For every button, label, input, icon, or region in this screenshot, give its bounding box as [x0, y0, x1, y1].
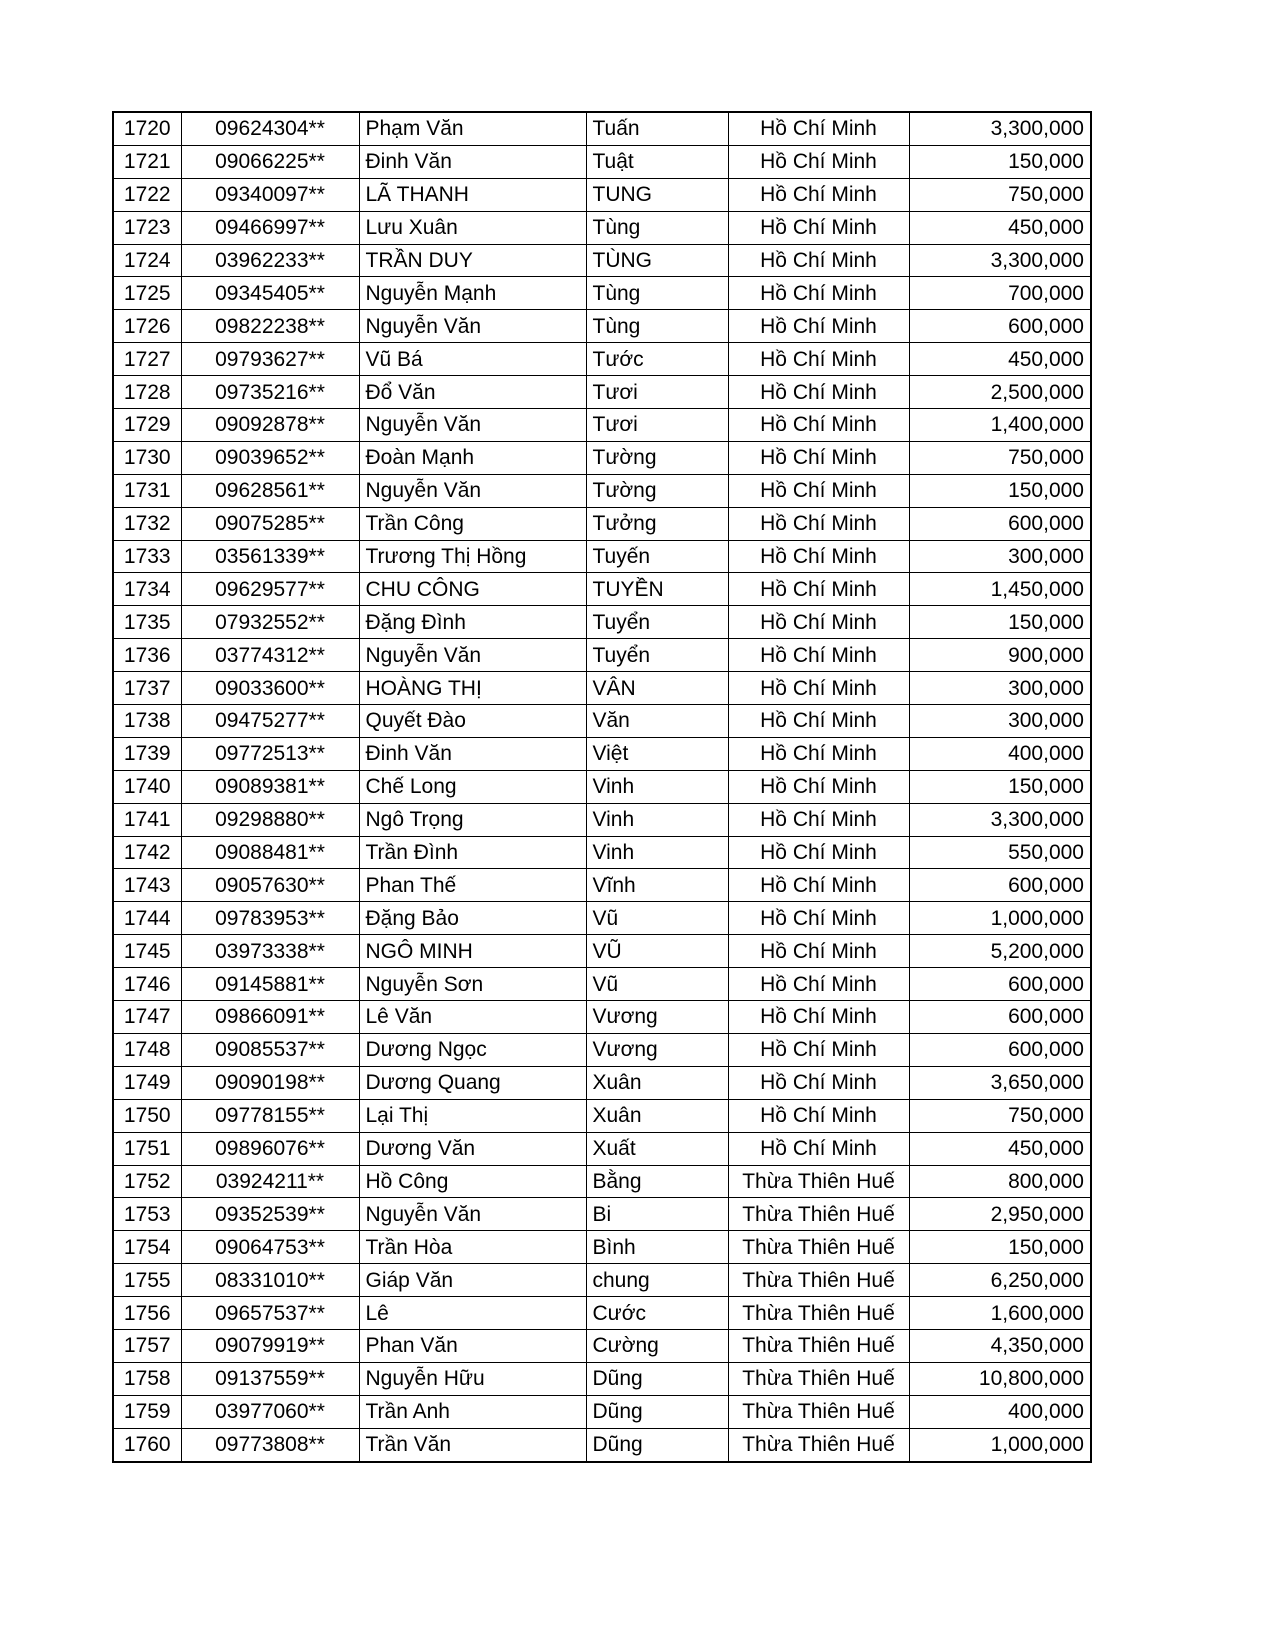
- recipient-table: [112, 111, 1092, 1463]
- table-row: [113, 409, 1091, 442]
- amount-cell: 150,000: [909, 770, 1091, 803]
- first-name-cell: Vương: [586, 1033, 728, 1066]
- amount-cell: 800,000: [909, 1165, 1091, 1198]
- first-name-cell: Bình: [586, 1231, 728, 1264]
- table-row: [113, 178, 1091, 211]
- city-cell: Thừa Thiên Huế: [728, 1329, 909, 1362]
- phone-number-cell: 09475277**: [181, 705, 359, 738]
- last-middle-name-cell: Vũ Bá: [359, 343, 586, 376]
- city-cell: Hồ Chí Minh: [728, 672, 909, 705]
- last-middle-name-cell: Trần Công: [359, 507, 586, 540]
- table-body: [113, 112, 1091, 1462]
- first-name-cell: Dũng: [586, 1362, 728, 1395]
- table-row: [113, 1033, 1091, 1066]
- city-cell: Hồ Chí Minh: [728, 343, 909, 376]
- table-row: [113, 935, 1091, 968]
- last-middle-name-cell: Đoàn Mạnh: [359, 441, 586, 474]
- row-index-cell: 1735: [113, 606, 181, 639]
- table-row: [113, 1165, 1091, 1198]
- last-middle-name-cell: Lê Văn: [359, 1001, 586, 1034]
- last-middle-name-cell: Phạm Văn: [359, 112, 586, 145]
- city-cell: Hồ Chí Minh: [728, 112, 909, 145]
- row-index-cell: 1723: [113, 211, 181, 244]
- first-name-cell: Cước: [586, 1297, 728, 1330]
- first-name-cell: Tuật: [586, 145, 728, 178]
- first-name-cell: Tuyển: [586, 606, 728, 639]
- city-cell: Hồ Chí Minh: [728, 211, 909, 244]
- phone-number-cell: 09092878**: [181, 409, 359, 442]
- amount-cell: 4,350,000: [909, 1329, 1091, 1362]
- city-cell: Thừa Thiên Huế: [728, 1395, 909, 1428]
- first-name-cell: Văn: [586, 705, 728, 738]
- phone-number-cell: 09793627**: [181, 343, 359, 376]
- first-name-cell: Vinh: [586, 770, 728, 803]
- city-cell: Hồ Chí Minh: [728, 178, 909, 211]
- phone-number-cell: 03962233**: [181, 244, 359, 277]
- first-name-cell: Vinh: [586, 836, 728, 869]
- last-middle-name-cell: Lại Thị: [359, 1099, 586, 1132]
- last-middle-name-cell: Phan Văn: [359, 1329, 586, 1362]
- amount-cell: 10,800,000: [909, 1362, 1091, 1395]
- row-index-cell: 1742: [113, 836, 181, 869]
- first-name-cell: Xuất: [586, 1132, 728, 1165]
- table-row: [113, 672, 1091, 705]
- last-middle-name-cell: Dương Ngọc: [359, 1033, 586, 1066]
- amount-cell: 150,000: [909, 474, 1091, 507]
- first-name-cell: Vương: [586, 1001, 728, 1034]
- row-index-cell: 1733: [113, 540, 181, 573]
- amount-cell: 150,000: [909, 145, 1091, 178]
- phone-number-cell: 09064753**: [181, 1231, 359, 1264]
- amount-cell: 1,000,000: [909, 902, 1091, 935]
- amount-cell: 400,000: [909, 737, 1091, 770]
- amount-cell: 5,200,000: [909, 935, 1091, 968]
- first-name-cell: Vũ: [586, 968, 728, 1001]
- first-name-cell: VŨ: [586, 935, 728, 968]
- table-row: [113, 1001, 1091, 1034]
- amount-cell: 550,000: [909, 836, 1091, 869]
- city-cell: Hồ Chí Minh: [728, 705, 909, 738]
- city-cell: Hồ Chí Minh: [728, 869, 909, 902]
- last-middle-name-cell: Lưu Xuân: [359, 211, 586, 244]
- phone-number-cell: 08331010**: [181, 1264, 359, 1297]
- phone-number-cell: 03973338**: [181, 935, 359, 968]
- row-index-cell: 1760: [113, 1428, 181, 1461]
- city-cell: Hồ Chí Minh: [728, 968, 909, 1001]
- city-cell: Hồ Chí Minh: [728, 1132, 909, 1165]
- last-middle-name-cell: LÃ THANH: [359, 178, 586, 211]
- city-cell: Hồ Chí Minh: [728, 277, 909, 310]
- table-row: [113, 1132, 1091, 1165]
- row-index-cell: 1747: [113, 1001, 181, 1034]
- table-row: [113, 376, 1091, 409]
- phone-number-cell: 09772513**: [181, 737, 359, 770]
- row-index-cell: 1730: [113, 441, 181, 474]
- row-index-cell: 1722: [113, 178, 181, 211]
- city-cell: Hồ Chí Minh: [728, 770, 909, 803]
- phone-number-cell: 09340097**: [181, 178, 359, 211]
- amount-cell: 1,000,000: [909, 1428, 1091, 1461]
- table-row: [113, 474, 1091, 507]
- first-name-cell: Tuấn: [586, 112, 728, 145]
- city-cell: Thừa Thiên Huế: [728, 1264, 909, 1297]
- phone-number-cell: 09345405**: [181, 277, 359, 310]
- last-middle-name-cell: Nguyễn Văn: [359, 310, 586, 343]
- row-index-cell: 1755: [113, 1264, 181, 1297]
- first-name-cell: TUNG: [586, 178, 728, 211]
- last-middle-name-cell: Nguyễn Văn: [359, 409, 586, 442]
- table-row: [113, 1198, 1091, 1231]
- amount-cell: 750,000: [909, 178, 1091, 211]
- first-name-cell: Xuân: [586, 1066, 728, 1099]
- city-cell: Thừa Thiên Huế: [728, 1428, 909, 1461]
- row-index-cell: 1725: [113, 277, 181, 310]
- city-cell: Hồ Chí Minh: [728, 639, 909, 672]
- amount-cell: 2,500,000: [909, 376, 1091, 409]
- row-index-cell: 1743: [113, 869, 181, 902]
- first-name-cell: Dũng: [586, 1428, 728, 1461]
- row-index-cell: 1756: [113, 1297, 181, 1330]
- table-row: [113, 310, 1091, 343]
- city-cell: Hồ Chí Minh: [728, 1066, 909, 1099]
- amount-cell: 3,300,000: [909, 112, 1091, 145]
- table-row: [113, 507, 1091, 540]
- city-cell: Hồ Chí Minh: [728, 1099, 909, 1132]
- amount-cell: 2,950,000: [909, 1198, 1091, 1231]
- row-index-cell: 1737: [113, 672, 181, 705]
- table-row: [113, 1428, 1091, 1461]
- amount-cell: 3,650,000: [909, 1066, 1091, 1099]
- phone-number-cell: 09896076**: [181, 1132, 359, 1165]
- last-middle-name-cell: Dương Văn: [359, 1132, 586, 1165]
- table-row: [113, 705, 1091, 738]
- table-row: [113, 1297, 1091, 1330]
- first-name-cell: TUYỀN: [586, 573, 728, 606]
- table-row: [113, 770, 1091, 803]
- phone-number-cell: 09090198**: [181, 1066, 359, 1099]
- phone-number-cell: 09629577**: [181, 573, 359, 606]
- table-row: [113, 441, 1091, 474]
- city-cell: Hồ Chí Minh: [728, 474, 909, 507]
- phone-number-cell: 09866091**: [181, 1001, 359, 1034]
- first-name-cell: Bằng: [586, 1165, 728, 1198]
- first-name-cell: Vũ: [586, 902, 728, 935]
- phone-number-cell: 09783953**: [181, 902, 359, 935]
- amount-cell: 150,000: [909, 1231, 1091, 1264]
- phone-number-cell: 07932552**: [181, 606, 359, 639]
- phone-number-cell: 09298880**: [181, 803, 359, 836]
- phone-number-cell: 09075285**: [181, 507, 359, 540]
- row-index-cell: 1748: [113, 1033, 181, 1066]
- first-name-cell: Tùng: [586, 211, 728, 244]
- phone-number-cell: 09039652**: [181, 441, 359, 474]
- last-middle-name-cell: Chế Long: [359, 770, 586, 803]
- last-middle-name-cell: Nguyễn Mạnh: [359, 277, 586, 310]
- amount-cell: 6,250,000: [909, 1264, 1091, 1297]
- last-middle-name-cell: Đặng Bảo: [359, 902, 586, 935]
- table-row: [113, 1066, 1091, 1099]
- phone-number-cell: 03561339**: [181, 540, 359, 573]
- city-cell: Hồ Chí Minh: [728, 507, 909, 540]
- row-index-cell: 1745: [113, 935, 181, 968]
- amount-cell: 300,000: [909, 705, 1091, 738]
- last-middle-name-cell: NGÔ MINH: [359, 935, 586, 968]
- row-index-cell: 1753: [113, 1198, 181, 1231]
- table-row: [113, 639, 1091, 672]
- amount-cell: 1,400,000: [909, 409, 1091, 442]
- last-middle-name-cell: Đinh Văn: [359, 737, 586, 770]
- city-cell: Thừa Thiên Huế: [728, 1165, 909, 1198]
- city-cell: Hồ Chí Minh: [728, 145, 909, 178]
- table-row: [113, 112, 1091, 145]
- row-index-cell: 1724: [113, 244, 181, 277]
- table-row: [113, 244, 1091, 277]
- row-index-cell: 1736: [113, 639, 181, 672]
- city-cell: Hồ Chí Minh: [728, 376, 909, 409]
- phone-number-cell: 09778155**: [181, 1099, 359, 1132]
- phone-number-cell: 09089381**: [181, 770, 359, 803]
- last-middle-name-cell: Trần Văn: [359, 1428, 586, 1461]
- last-middle-name-cell: Nguyễn Văn: [359, 1198, 586, 1231]
- city-cell: Hồ Chí Minh: [728, 902, 909, 935]
- city-cell: Hồ Chí Minh: [728, 606, 909, 639]
- first-name-cell: Việt: [586, 737, 728, 770]
- last-middle-name-cell: Đổ Văn: [359, 376, 586, 409]
- phone-number-cell: 09735216**: [181, 376, 359, 409]
- amount-cell: 300,000: [909, 672, 1091, 705]
- amount-cell: 150,000: [909, 606, 1091, 639]
- table-row: [113, 1395, 1091, 1428]
- phone-number-cell: 09657537**: [181, 1297, 359, 1330]
- last-middle-name-cell: HOÀNG THỊ: [359, 672, 586, 705]
- row-index-cell: 1752: [113, 1165, 181, 1198]
- first-name-cell: Tùng: [586, 310, 728, 343]
- table-row: [113, 1231, 1091, 1264]
- table-row: [113, 836, 1091, 869]
- amount-cell: 600,000: [909, 869, 1091, 902]
- amount-cell: 3,300,000: [909, 244, 1091, 277]
- row-index-cell: 1758: [113, 1362, 181, 1395]
- last-middle-name-cell: Lê: [359, 1297, 586, 1330]
- table-row: [113, 606, 1091, 639]
- amount-cell: 700,000: [909, 277, 1091, 310]
- phone-number-cell: 09085537**: [181, 1033, 359, 1066]
- first-name-cell: Tước: [586, 343, 728, 376]
- first-name-cell: chung: [586, 1264, 728, 1297]
- phone-number-cell: 09466997**: [181, 211, 359, 244]
- phone-number-cell: 09079919**: [181, 1329, 359, 1362]
- first-name-cell: Bi: [586, 1198, 728, 1231]
- first-name-cell: VÂN: [586, 672, 728, 705]
- amount-cell: 600,000: [909, 968, 1091, 1001]
- phone-number-cell: 09033600**: [181, 672, 359, 705]
- row-index-cell: 1738: [113, 705, 181, 738]
- table-row: [113, 1362, 1091, 1395]
- row-index-cell: 1750: [113, 1099, 181, 1132]
- row-index-cell: 1751: [113, 1132, 181, 1165]
- last-middle-name-cell: Nguyễn Văn: [359, 474, 586, 507]
- table-row: [113, 343, 1091, 376]
- phone-number-cell: 09088481**: [181, 836, 359, 869]
- phone-number-cell: 03774312**: [181, 639, 359, 672]
- row-index-cell: 1749: [113, 1066, 181, 1099]
- amount-cell: 600,000: [909, 310, 1091, 343]
- table-row: [113, 573, 1091, 606]
- city-cell: Hồ Chí Minh: [728, 1001, 909, 1034]
- row-index-cell: 1728: [113, 376, 181, 409]
- amount-cell: 1,450,000: [909, 573, 1091, 606]
- phone-number-cell: 03977060**: [181, 1395, 359, 1428]
- city-cell: Hồ Chí Minh: [728, 540, 909, 573]
- last-middle-name-cell: Trần Hòa: [359, 1231, 586, 1264]
- first-name-cell: Dũng: [586, 1395, 728, 1428]
- last-middle-name-cell: CHU CÔNG: [359, 573, 586, 606]
- first-name-cell: Tuyển: [586, 639, 728, 672]
- amount-cell: 450,000: [909, 343, 1091, 376]
- last-middle-name-cell: Ngô Trọng: [359, 803, 586, 836]
- city-cell: Hồ Chí Minh: [728, 737, 909, 770]
- amount-cell: 750,000: [909, 441, 1091, 474]
- row-index-cell: 1720: [113, 112, 181, 145]
- last-middle-name-cell: Hồ Công: [359, 1165, 586, 1198]
- first-name-cell: Vĩnh: [586, 869, 728, 902]
- last-middle-name-cell: Nguyễn Văn: [359, 639, 586, 672]
- last-middle-name-cell: Nguyễn Hữu: [359, 1362, 586, 1395]
- first-name-cell: Vinh: [586, 803, 728, 836]
- phone-number-cell: 09624304**: [181, 112, 359, 145]
- row-index-cell: 1757: [113, 1329, 181, 1362]
- row-index-cell: 1739: [113, 737, 181, 770]
- table-row: [113, 803, 1091, 836]
- first-name-cell: Tươi: [586, 409, 728, 442]
- row-index-cell: 1740: [113, 770, 181, 803]
- row-index-cell: 1726: [113, 310, 181, 343]
- last-middle-name-cell: Phan Thế: [359, 869, 586, 902]
- city-cell: Thừa Thiên Huế: [728, 1297, 909, 1330]
- last-middle-name-cell: Trần Đình: [359, 836, 586, 869]
- first-name-cell: TÙNG: [586, 244, 728, 277]
- row-index-cell: 1731: [113, 474, 181, 507]
- amount-cell: 600,000: [909, 507, 1091, 540]
- table-row: [113, 211, 1091, 244]
- amount-cell: 450,000: [909, 1132, 1091, 1165]
- row-index-cell: 1741: [113, 803, 181, 836]
- amount-cell: 900,000: [909, 639, 1091, 672]
- table-row: [113, 968, 1091, 1001]
- phone-number-cell: 09057630**: [181, 869, 359, 902]
- table-row: [113, 737, 1091, 770]
- table-row: [113, 145, 1091, 178]
- amount-cell: 450,000: [909, 211, 1091, 244]
- city-cell: Thừa Thiên Huế: [728, 1231, 909, 1264]
- last-middle-name-cell: Quyết Đào: [359, 705, 586, 738]
- table-row: [113, 902, 1091, 935]
- amount-cell: 1,600,000: [909, 1297, 1091, 1330]
- city-cell: Hồ Chí Minh: [728, 1033, 909, 1066]
- city-cell: Thừa Thiên Huế: [728, 1362, 909, 1395]
- city-cell: Hồ Chí Minh: [728, 573, 909, 606]
- row-index-cell: 1754: [113, 1231, 181, 1264]
- row-index-cell: 1732: [113, 507, 181, 540]
- phone-number-cell: 09137559**: [181, 1362, 359, 1395]
- last-middle-name-cell: Trần Anh: [359, 1395, 586, 1428]
- phone-number-cell: 09145881**: [181, 968, 359, 1001]
- city-cell: Hồ Chí Minh: [728, 803, 909, 836]
- phone-number-cell: 09066225**: [181, 145, 359, 178]
- first-name-cell: Tuyến: [586, 540, 728, 573]
- row-index-cell: 1759: [113, 1395, 181, 1428]
- last-middle-name-cell: TRẦN DUY: [359, 244, 586, 277]
- last-middle-name-cell: Đinh Văn: [359, 145, 586, 178]
- phone-number-cell: 09628561**: [181, 474, 359, 507]
- amount-cell: 300,000: [909, 540, 1091, 573]
- amount-cell: 600,000: [909, 1033, 1091, 1066]
- table-row: [113, 277, 1091, 310]
- city-cell: Hồ Chí Minh: [728, 935, 909, 968]
- city-cell: Hồ Chí Minh: [728, 244, 909, 277]
- phone-number-cell: 03924211**: [181, 1165, 359, 1198]
- phone-number-cell: 09822238**: [181, 310, 359, 343]
- row-index-cell: 1734: [113, 573, 181, 606]
- first-name-cell: Tùng: [586, 277, 728, 310]
- city-cell: Hồ Chí Minh: [728, 836, 909, 869]
- table-row: [113, 1329, 1091, 1362]
- last-middle-name-cell: Trương Thị Hồng: [359, 540, 586, 573]
- city-cell: Hồ Chí Minh: [728, 441, 909, 474]
- row-index-cell: 1746: [113, 968, 181, 1001]
- row-index-cell: 1721: [113, 145, 181, 178]
- city-cell: Thừa Thiên Huế: [728, 1198, 909, 1231]
- table-row: [113, 1264, 1091, 1297]
- last-middle-name-cell: Dương Quang: [359, 1066, 586, 1099]
- amount-cell: 400,000: [909, 1395, 1091, 1428]
- amount-cell: 750,000: [909, 1099, 1091, 1132]
- city-cell: Hồ Chí Minh: [728, 310, 909, 343]
- amount-cell: 3,300,000: [909, 803, 1091, 836]
- first-name-cell: Tường: [586, 474, 728, 507]
- table-row: [113, 869, 1091, 902]
- row-index-cell: 1727: [113, 343, 181, 376]
- last-middle-name-cell: Nguyễn Sơn: [359, 968, 586, 1001]
- last-middle-name-cell: Đặng Đình: [359, 606, 586, 639]
- city-cell: Hồ Chí Minh: [728, 409, 909, 442]
- first-name-cell: Tươi: [586, 376, 728, 409]
- last-middle-name-cell: Giáp Văn: [359, 1264, 586, 1297]
- phone-number-cell: 09773808**: [181, 1428, 359, 1461]
- amount-cell: 600,000: [909, 1001, 1091, 1034]
- row-index-cell: 1744: [113, 902, 181, 935]
- first-name-cell: Xuân: [586, 1099, 728, 1132]
- first-name-cell: Tưởng: [586, 507, 728, 540]
- table-row: [113, 1099, 1091, 1132]
- first-name-cell: Cường: [586, 1329, 728, 1362]
- first-name-cell: Tường: [586, 441, 728, 474]
- table-row: [113, 540, 1091, 573]
- row-index-cell: 1729: [113, 409, 181, 442]
- phone-number-cell: 09352539**: [181, 1198, 359, 1231]
